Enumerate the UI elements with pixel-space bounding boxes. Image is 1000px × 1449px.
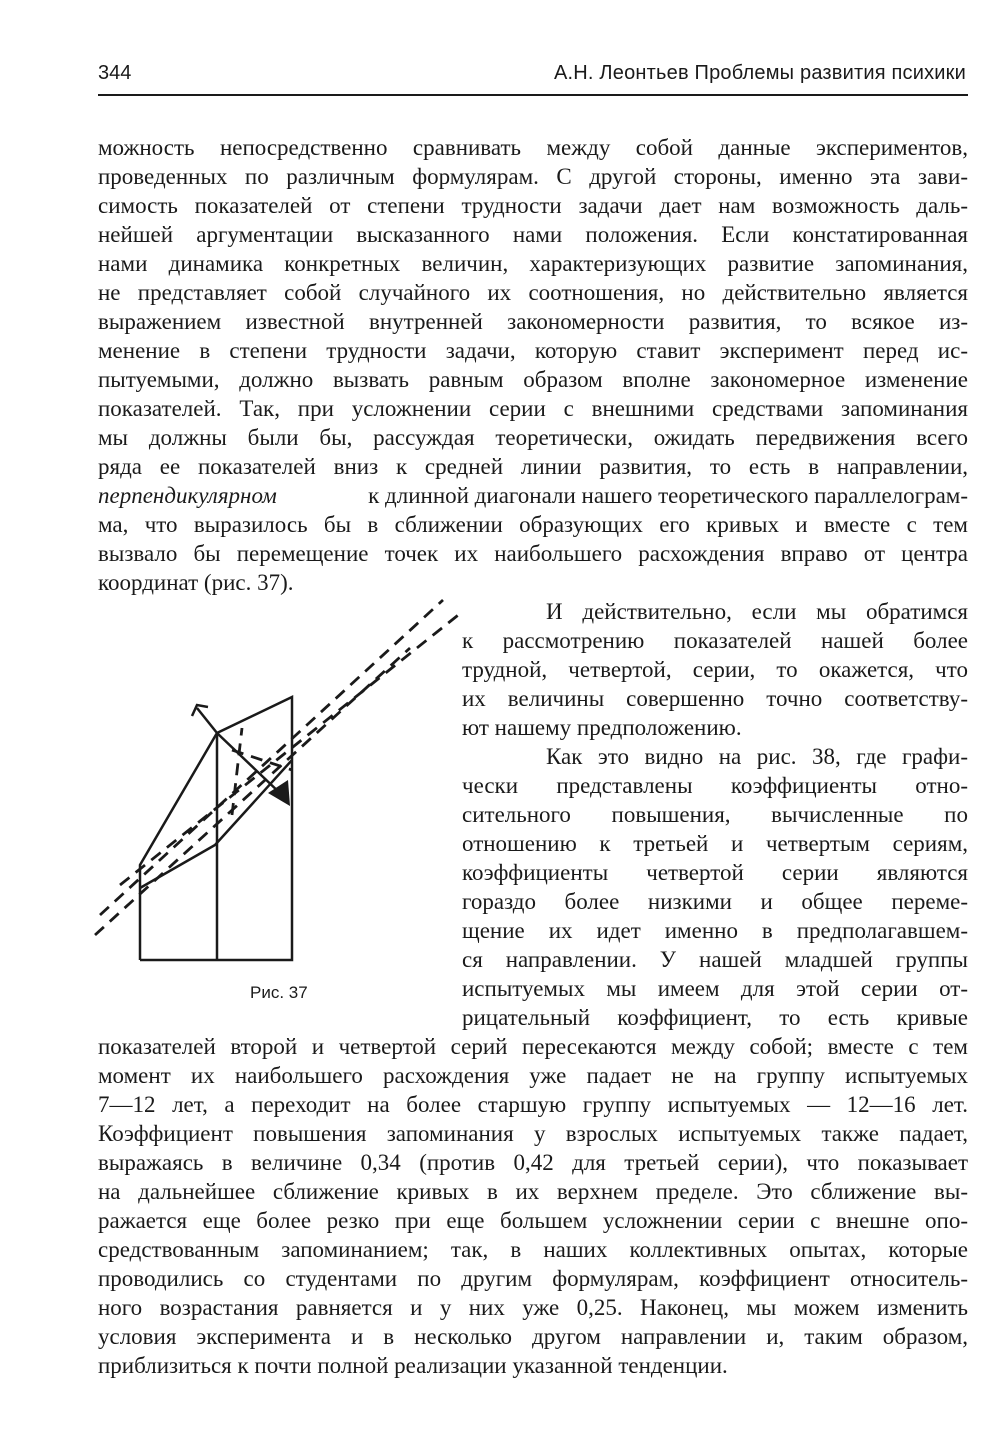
text-line: выражаясь в величине 0,34 (против 0,42 для третьей серии), что показывает (98, 1150, 968, 1175)
text-line: можность непосредственно сравнивать между собой данные экспериментов, (98, 135, 968, 160)
text-line: условия эксперимента и в несколько другом направлении и, таким образом, (98, 1324, 968, 1349)
text-line: не представляет собой случайного их соотношения, но действительно является (98, 280, 968, 305)
running-header (98, 60, 968, 96)
text-line: пытуемыми, должно вызвать равным образом вполне закономерное изменение (98, 367, 968, 392)
text-line: отношению к третьей и четвертым сериям, (462, 831, 968, 856)
text-line: чески представлены коэффициенты отно- (462, 773, 968, 798)
text-line: ма, что выразилось бы в сближении образующих его кривых и вместе с тем (98, 512, 968, 537)
text-line: ряда ее показателей вниз к средней линии развития, то есть в направлении, (98, 454, 968, 479)
text-line: проведенных по различным формулярам. С другой стороны, именно эта зави- (98, 164, 968, 189)
italic-term: перпендикулярном (98, 483, 277, 508)
text-line: координат (рис. 37). (98, 570, 294, 595)
page-number: 344 (98, 62, 132, 84)
text-line: приблизиться к почти полной реализации указанной тенденции. (98, 1353, 728, 1378)
text-line: испытуемых мы имеем для этой серии от- (462, 976, 968, 1001)
text-line: показателей. Так, при усложнении серии с внешними средствами запоминания (98, 396, 968, 421)
text-line: трудной, четвертой, серии, то окажется, что (462, 657, 968, 682)
text-line: ют нашему предположению. (462, 715, 742, 740)
text-line: нейшей аргументации высказанного нами положения. Если констатированная (98, 222, 968, 247)
text-line: выражением известной внутренней закономерности развития, то всякое из- (98, 309, 968, 334)
dashed-inner-a (232, 728, 242, 815)
text-line: рицательный коэффициент, то есть кривые (462, 1005, 968, 1030)
text-line: проводились со студентами по другим формулярам, коэффициент относитель- (98, 1266, 968, 1291)
text-line: мы должны были бы, рассуждая теоретически, ожидать передвижения всего (98, 425, 968, 450)
dashed-line-lower (95, 648, 410, 935)
text-line: щение их идет именно в предполагавшем- (462, 918, 968, 943)
text-line: ного возрастания равняется и у них уже 0,25. Наконец, мы можем изменить (98, 1295, 968, 1320)
figure-37 (88, 590, 460, 1010)
text-line: симость показателей от степени трудности задачи дает нам возможность даль- (98, 193, 968, 218)
text-line: Коэффициент повышения запоминания у взрослых испытуемых также падает, (98, 1121, 968, 1146)
arrow-marker-upper (192, 705, 217, 733)
text-line: нами динамика конкретных величин, характеризующих развитие запоминания, (98, 251, 968, 276)
figure-37-diagram (88, 590, 460, 1010)
text-line (98, 481, 968, 510)
text-line: ся направлении. У нашей младшей группы (462, 947, 968, 972)
text-line: И действительно, если мы обратимся (546, 599, 968, 624)
figure-caption: Рис. 37 (250, 983, 308, 1002)
text-line: менение в степени трудности задачи, которую ставит эксперимент перед ис- (98, 338, 968, 363)
text-line: ражается еще более резко при еще большем усложнении серии с внешне опо- (98, 1208, 968, 1233)
dashed-inner-b (232, 750, 292, 770)
text-line: гораздо более низкими и общее переме- (462, 889, 968, 914)
text-line: момент их наибольшего расхождения уже падает не на группу испытуемых (98, 1063, 968, 1088)
text-line: Как это видно на рис. 38, где графи- (546, 744, 968, 769)
text-line: 7—12 лет, а переходит на более старшую группу испытуемых — 12—16 лет. (98, 1092, 968, 1117)
text-line: коэффициенты четвертой серии являются (462, 860, 968, 885)
text-line: к рассмотрению показателей нашей более (462, 628, 968, 653)
text-line: средствованным запоминанием; так, в наших коллективных опытах, которые (98, 1237, 968, 1262)
running-head-title: А.Н. Леонтьев Проблемы развития психики (553, 62, 966, 84)
dashed-line-middle (120, 612, 460, 885)
text-line: вызвало бы перемещение точек их наибольшего расхождения вправо от центра (98, 541, 968, 566)
text-fragment: к длинной диагонали нашего теоретического параллелограм- (368, 483, 968, 508)
text-line: показателей второй и четвертой серий пересекаются между собой; вместе с тем (98, 1034, 968, 1059)
text-line: на дальнейшее сближение кривых в их верхнем пределе. Это сближение вы- (98, 1179, 968, 1204)
dashed-line-upper (100, 600, 443, 915)
text-line: их величины совершенно точно соответству- (462, 686, 968, 711)
text-line: сительного повышения, вычисленные по (462, 802, 968, 827)
